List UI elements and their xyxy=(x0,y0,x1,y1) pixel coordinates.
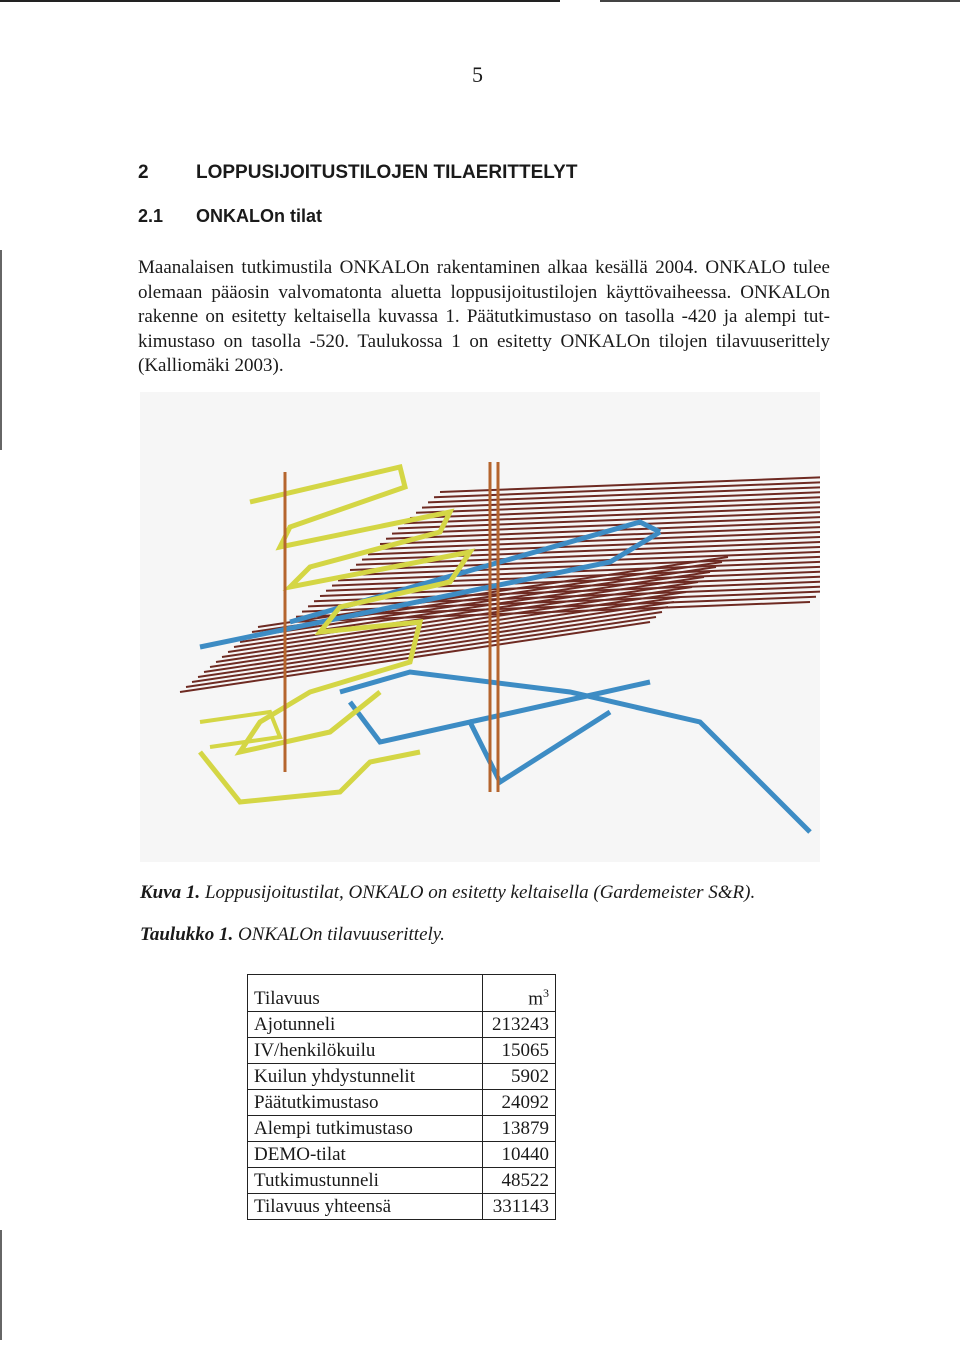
table-row xyxy=(248,1194,556,1220)
row-label: Kuilun yhdystunnelit xyxy=(248,1064,483,1090)
row-label: IV/henkilökuilu xyxy=(248,1038,483,1064)
row-label: Päätutkimustaso xyxy=(248,1090,483,1116)
scan-edge-top-right xyxy=(600,0,960,2)
table-row xyxy=(248,1064,556,1090)
table-row xyxy=(248,1116,556,1142)
row-value: 15065 xyxy=(483,1038,556,1064)
onkalo-ramp xyxy=(200,752,420,802)
scan-edge-left xyxy=(0,250,2,450)
table-row xyxy=(248,1012,556,1038)
figure-caption-label: Kuva 1. xyxy=(140,882,201,903)
section-title: LOPPUSIJOITUSTILOJEN TILAERITTELYT xyxy=(196,162,578,183)
header-unit xyxy=(483,975,556,1012)
section-number: 2 xyxy=(138,162,149,183)
row-label: Tilavuus yhteensä xyxy=(248,1194,483,1220)
row-value: 24092 xyxy=(483,1090,556,1116)
row-value: 213243 xyxy=(483,1012,556,1038)
subsection-heading xyxy=(138,206,322,227)
body-paragraph: Maanalaisen tutkimustila ONKALOn rakentaminen alkaa kesällä 2004. ONKALO tulee olemaan pääosin valvomatonta aluetta loppusijoitustilojen käyttövaiheessa. ONKALOn rakenne on esitetty keltaisella kuvassa 1. Päätutkimustaso on tasolla -420 ja alempi tut-kimustaso on tasolla -520. Taulukossa 1 on esitetty ONKALOn tilojen tilavuuserittely (Kalliomäki 2003). xyxy=(138,257,830,376)
subsection-title: ONKALOn tilat xyxy=(196,206,322,226)
volume-table xyxy=(247,974,556,1220)
scan-edge-left-lower xyxy=(0,1230,2,1340)
row-label: Alempi tutkimustaso xyxy=(248,1116,483,1142)
header-unit-base: m xyxy=(528,988,543,1009)
table-row xyxy=(248,1142,556,1168)
row-value: 331143 xyxy=(483,1194,556,1220)
row-value: 13879 xyxy=(483,1116,556,1142)
table-row xyxy=(248,1038,556,1064)
row-label: Ajotunneli xyxy=(248,1012,483,1038)
table-row xyxy=(248,1090,556,1116)
access-tunnel xyxy=(350,702,610,782)
row-value: 10440 xyxy=(483,1142,556,1168)
row-label: DEMO-tilat xyxy=(248,1142,483,1168)
table-caption-label: Taulukko 1. xyxy=(140,924,234,945)
section-heading xyxy=(138,162,577,184)
header-label: Tilavuus xyxy=(248,975,483,1012)
row-label: Tutkimustunneli xyxy=(248,1168,483,1194)
table-caption-text: ONKALOn tilavuuserittely. xyxy=(238,924,445,945)
row-value: 5902 xyxy=(483,1064,556,1090)
tunnel-3d-figure xyxy=(140,392,820,862)
table-caption xyxy=(140,924,445,946)
subsection-number: 2.1 xyxy=(138,206,164,226)
page-number: 5 xyxy=(472,62,483,87)
header-unit-sup: 3 xyxy=(543,985,549,1000)
table-row xyxy=(248,1168,556,1194)
figure-caption xyxy=(140,882,755,904)
figure-caption-text: Loppusijoitustilat, ONKALO on esitetty keltaisella (Gardemeister S&R). xyxy=(204,882,756,903)
scan-edge-top xyxy=(0,0,560,2)
table-header-row xyxy=(248,975,556,1012)
row-value: 48522 xyxy=(483,1168,556,1194)
tunnel-diagram xyxy=(140,392,820,862)
